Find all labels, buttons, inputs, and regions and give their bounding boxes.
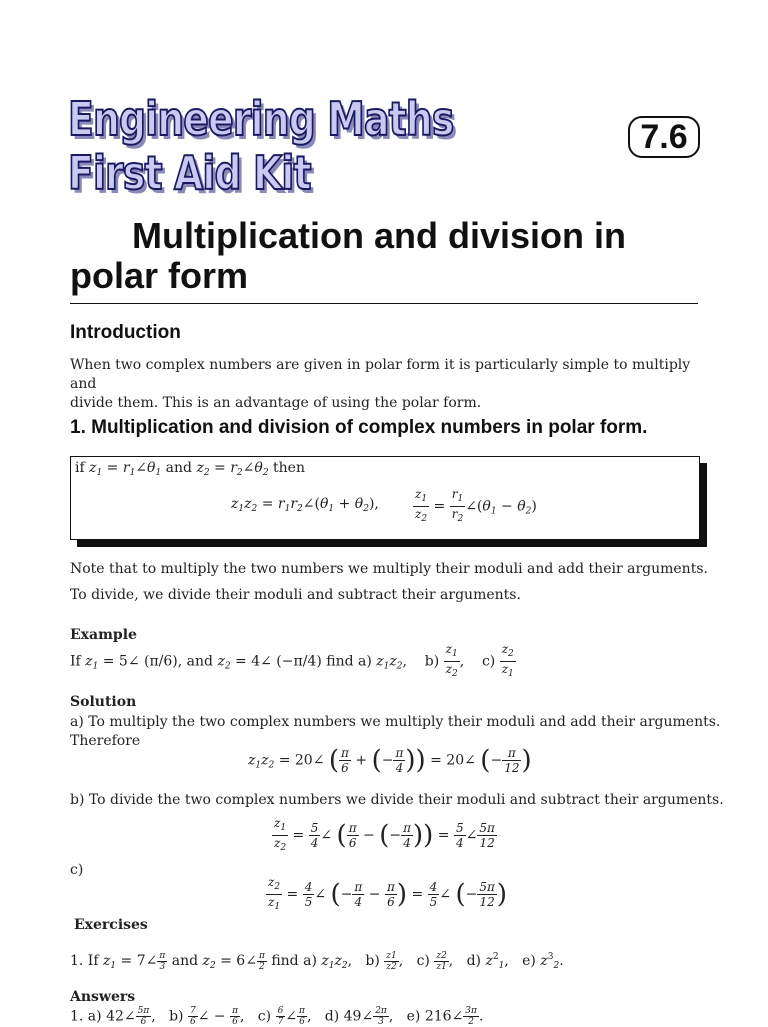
introduction-line-2: divide them. This is an advantage of using the polar form.	[70, 395, 482, 411]
note-line-2: To divide, we divide their moduli and subtract their arguments.	[70, 587, 521, 603]
polar-rules-box	[70, 456, 700, 540]
quotient-rule: $\frac{z_1}{z_2}$ = $\frac{r_1}{r_2}$ $\angle(\theta_1 - \theta_2)$	[415, 487, 537, 524]
page-title	[70, 216, 710, 296]
section-1-heading: 1. Multiplication and division of complex numbers in polar form.	[70, 417, 648, 438]
answer-1: 1. a) 42∠ $\frac{5\pi}{6}$ , b) $\frac{7}{6}$ ∠ − $\frac{\pi}{6}$ , c) $\frac{6}{7}$ ∠ $\frac{\pi}{6}$ , d) 49∠ $\frac{2\pi}{3}$ , e) 216∠ $\frac{3\pi}{2}$ .	[70, 1006, 484, 1027]
brand-line-1: Engineering Maths	[68, 92, 454, 146]
solution-a-line-1: a) To multiply the two complex numbers we multiply their moduli and add their arguments.	[70, 714, 721, 730]
section-number-badge: 7.6	[628, 116, 700, 158]
title-divider	[70, 303, 698, 304]
answers-label: Answers	[70, 989, 136, 1005]
page-title-line-2: polar form	[70, 255, 249, 296]
example-label: Example	[70, 627, 137, 643]
introduction-text	[70, 356, 710, 413]
exercise-1: 1. If $z_1$ = 7∠ $\frac{\pi}{3}$ and $z_2$ = 6∠ $\frac{\pi}{2}$ find a) $z_1z_2$, b) $\frac{z1}{z2}$ , c) $\frac{z2}{z1}$ , d) $z^2_1$, e) $z^3_2$.	[70, 950, 564, 972]
exercises-label: Exercises	[74, 917, 148, 933]
introduction-heading: Introduction	[70, 322, 181, 343]
solution-a-formula: $z_1z_2$ = 20∠ ( $\frac{\pi}{6}$ + (− $\frac{\pi}{4}$ )) = 20∠ (− $\frac{\pi}{12}$ )	[248, 745, 532, 776]
solution-c-label: c)	[70, 862, 84, 878]
solution-c-formula: $\frac{z_2}{z_1}$ = $\frac{4}{5}$ ∠ (− $\frac{\pi}{4}$ − $\frac{\pi}{6}$ ) = $\frac{4}{5}$ ∠ (− $\frac{5\pi}{12}$ )	[268, 875, 508, 912]
solution-b-formula: $\frac{z_1}{z_2}$ = $\frac{5}{4}$ ∠ ( $\frac{\pi}{6}$ − (− $\frac{\pi}{4}$ )) = $\frac{5}{4}$ ∠ $\frac{5\pi}{12}$	[274, 816, 495, 853]
brand-line-2: First Aid Kit	[68, 146, 311, 200]
product-rule: $z_1z_2$ = $r_1r_2\angle(\theta_1 + \theta_2)$,	[231, 496, 379, 514]
introduction-line-1: When two complex numbers are given in polar form it is particularly simple to multiply and	[70, 357, 691, 392]
polar-rules-condition: if $z_1$ = $r_1\angle\theta_1$ and $z_2$ = $r_2\angle\theta_2$ then	[75, 460, 305, 478]
note-line-1: Note that to multiply the two numbers we multiply their moduli and add their arguments.	[70, 561, 708, 577]
brand-logo	[68, 92, 453, 200]
solution-b-text: b) To divide the two complex numbers we divide their moduli and subtract their arguments.	[70, 792, 724, 808]
example-statement: If $z_1$ = 5∠ (π/6), and $z_2$ = 4∠ (−π/4) find a) $z_1z_2$, b) $\frac{z_1}{z_2}$ , c) $\frac{z_2}{z_1}$	[70, 642, 514, 679]
solution-label: Solution	[70, 694, 137, 710]
solution-a-line-2: Therefore	[70, 733, 141, 749]
page-title-line-1: Multiplication and division in	[132, 215, 626, 256]
